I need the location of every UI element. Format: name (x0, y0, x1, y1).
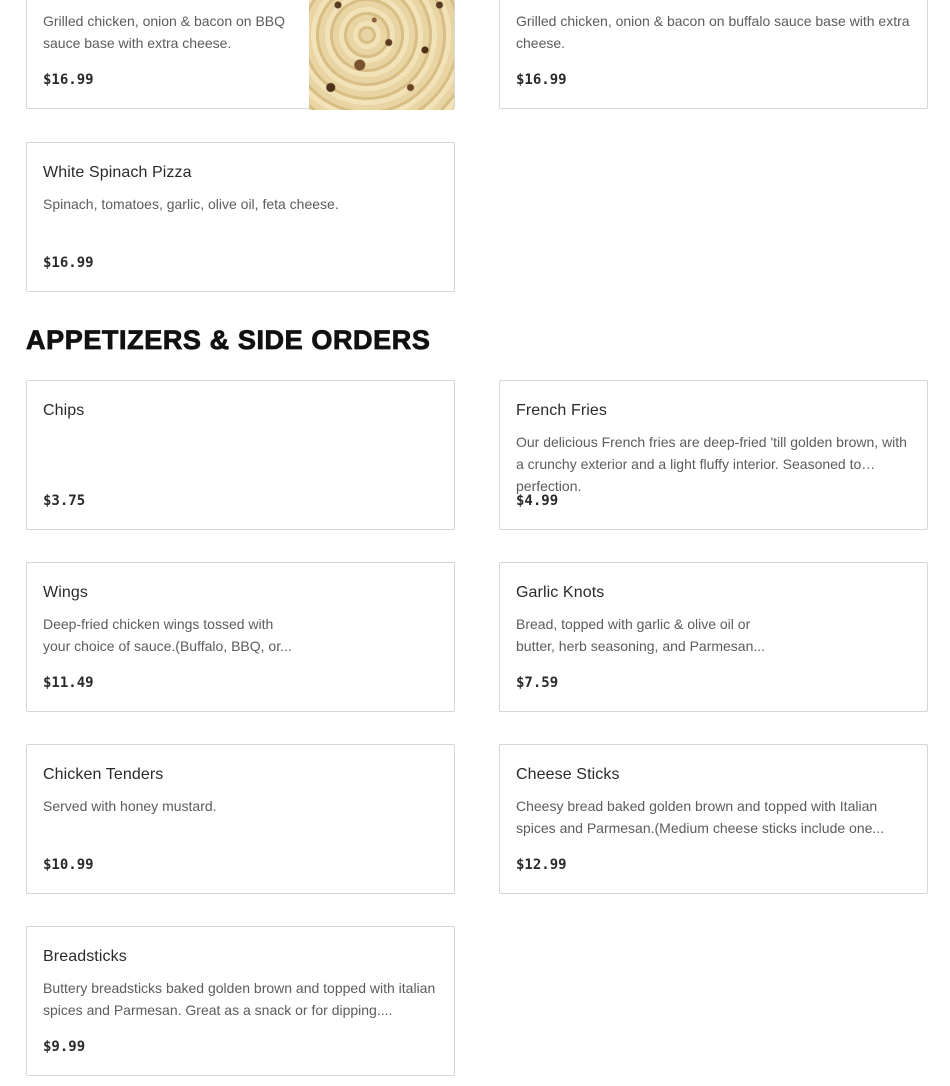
item-price: $16.99 (43, 255, 94, 271)
menu-item-content (43, 745, 438, 893)
section-title: APPETIZERS & SIDE ORDERS (26, 325, 431, 355)
item-description: Grilled chicken, onion & bacon on BBQ sauce base with extra cheese. (43, 13, 286, 51)
item-price: $9.99 (43, 1039, 86, 1055)
item-name: White Spinach Pizza (43, 164, 192, 181)
item-description: Cheesy bread baked golden brown and topped with Italian spices and Parmesan.(Medium cheese sticks include one... (516, 798, 885, 836)
item-description: Bread, topped with garlic & olive oil or butter, herb seasoning, and Parmesan... (516, 616, 766, 654)
menu-item-content (43, 0, 294, 108)
item-description: Buttery breadsticks baked golden brown and topped with italian spices and Parmesan. Great as a snack or for dipping.... (43, 980, 436, 1018)
item-price: $10.99 (43, 857, 94, 873)
menu-item-card[interactable] (26, 142, 455, 292)
menu-item-card[interactable] (26, 0, 455, 109)
item-price: $11.49 (43, 675, 94, 691)
menu-item-content (43, 563, 294, 711)
item-description: Served with honey mustard. (43, 798, 217, 814)
item-description: Deep-fried chicken wings tossed with your choice of sauce.(Buffalo, BBQ, or... (43, 616, 292, 654)
item-name: Chicken Tenders (43, 766, 164, 783)
item-description: Our delicious French fries are deep-fried 'till golden brown, with a crunchy exterior and a light fluffy interior. Seasoned to perfection. (516, 434, 907, 494)
pizza-photo (309, 0, 454, 110)
menu-item-content (43, 927, 438, 1075)
item-name: Garlic Knots (516, 584, 605, 601)
menu-item-content (516, 745, 911, 893)
menu-item-card[interactable] (26, 926, 455, 1076)
item-price: $3.75 (43, 493, 86, 509)
menu-item-content (516, 0, 911, 108)
menu-item-content (43, 143, 438, 291)
menu-item-card[interactable] (499, 380, 928, 530)
menu-item-card[interactable] (499, 744, 928, 894)
item-price: $4.99 (516, 493, 559, 509)
menu-item-card[interactable] (26, 744, 455, 894)
menu-item-card[interactable] (499, 562, 928, 712)
item-name: Wings (43, 584, 88, 601)
menu-item-card[interactable] (26, 380, 455, 530)
menu-item-content (516, 563, 767, 711)
item-description: Spinach, tomatoes, garlic, olive oil, feta cheese. (43, 196, 339, 212)
item-price: $16.99 (43, 72, 94, 88)
item-name: Breadsticks (43, 948, 127, 965)
item-name: French Fries (516, 402, 607, 419)
item-price: $12.99 (516, 857, 567, 873)
menu-item-content (43, 381, 438, 529)
menu-item-content (516, 381, 911, 529)
item-price: $16.99 (516, 72, 567, 88)
item-name: Chips (43, 402, 85, 419)
item-price: $7.59 (516, 675, 559, 691)
item-name: Cheese Sticks (516, 766, 620, 783)
menu-item-card[interactable] (26, 562, 455, 712)
menu-item-card[interactable] (499, 0, 928, 109)
item-description: Grilled chicken, onion & bacon on buffalo sauce base with extra cheese. (516, 13, 910, 51)
